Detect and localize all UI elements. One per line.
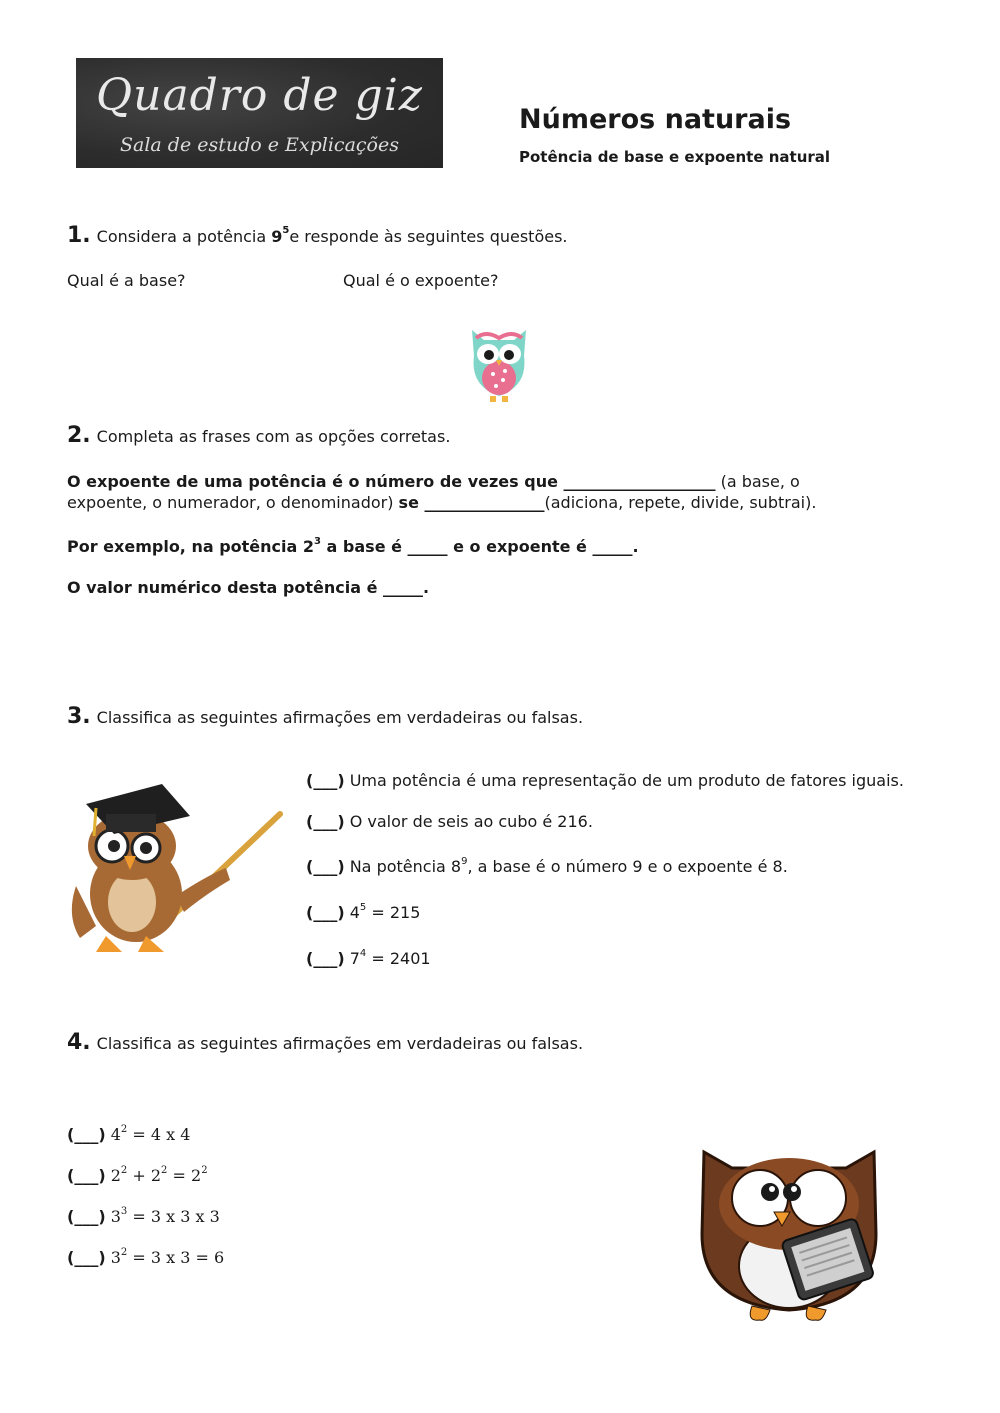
q1-ask-exponent: Qual é o expoente? bbox=[343, 271, 499, 290]
answer-blank[interactable]: (___) bbox=[306, 857, 345, 876]
professor-owl-icon bbox=[66, 776, 286, 958]
page-subtitle: Potência de base e expoente natural bbox=[519, 148, 831, 166]
q3-statement: 3. Classifica as seguintes afirmações em verdadeiras ou falsas. bbox=[67, 704, 584, 729]
logo bbox=[76, 58, 443, 168]
q1-statement: 1. Considera a potência $9^5e$ responde às seguintes questões. bbox=[67, 223, 568, 248]
answer-blank[interactable]: (___) bbox=[306, 903, 345, 922]
q4-item: (___) $3^3 = 3$ x 3 x 3 bbox=[67, 1206, 220, 1226]
small-owl-icon bbox=[466, 326, 532, 404]
q4-item: (___) $4^2 = 4$ x 4 bbox=[67, 1124, 191, 1144]
answer-blank[interactable]: (___) bbox=[67, 1207, 106, 1226]
answer-blank[interactable]: (___) bbox=[67, 1125, 106, 1144]
q4-item: (___) $2^2 + 2^2 = 2^2$ bbox=[67, 1165, 208, 1185]
q2-number: 2. bbox=[67, 423, 91, 448]
q3-item: (___) Uma potência é uma representação de um produto de fatores iguais. bbox=[306, 771, 904, 790]
answer-blank[interactable]: (___) bbox=[306, 771, 345, 790]
q3-item: (___) $7^4 = 2401$ bbox=[306, 948, 431, 968]
q1-ask-base: Qual é a base? bbox=[67, 271, 186, 290]
answer-blank[interactable]: (___) bbox=[67, 1248, 106, 1267]
q3-number: 3. bbox=[67, 704, 91, 729]
q2-sentence-3: Por exemplo, na potência $2^3$ a base é _____ e o expoente é _____. bbox=[67, 536, 639, 556]
q3-item: (___) $4^5 = 215$ bbox=[306, 902, 421, 922]
logo-subtitle: Sala de estudo e Explicações bbox=[120, 134, 399, 156]
q2-sentence-1: O expoente de uma potência é o número de vezes que ___________________ (a base, o bbox=[67, 472, 800, 491]
answer-blank[interactable]: (___) bbox=[306, 812, 345, 831]
page-title: Números naturais bbox=[519, 104, 792, 135]
q4-item: (___) $3^2 = 3$ x 3 = 6 bbox=[67, 1247, 225, 1267]
q3-item: (___) O valor de seis ao cubo é 216. bbox=[306, 812, 593, 831]
q4-statement: 4. Classifica as seguintes afirmações em verdadeiras ou falsas. bbox=[67, 1030, 584, 1055]
answer-blank[interactable]: (___) bbox=[67, 1166, 106, 1185]
q2-statement: 2. Completa as frases com as opções corretas. bbox=[67, 423, 451, 448]
answer-blank[interactable]: (___) bbox=[306, 949, 345, 968]
logo-title: Quadro de giz bbox=[96, 70, 423, 121]
q4-number: 4. bbox=[67, 1030, 91, 1055]
q3-item: (___) Na potência $8^9$, a base é o número 9 e o expoente é 8. bbox=[306, 856, 788, 876]
tablet-owl-icon bbox=[686, 1134, 892, 1324]
q1-number: 1. bbox=[67, 223, 91, 248]
q2-sentence-2: expoente, o numerador, o denominador) se _______________(adiciona, repete, divide, subtrai). bbox=[67, 493, 817, 512]
q2-sentence-4: O valor numérico desta potência é _____. bbox=[67, 578, 430, 597]
